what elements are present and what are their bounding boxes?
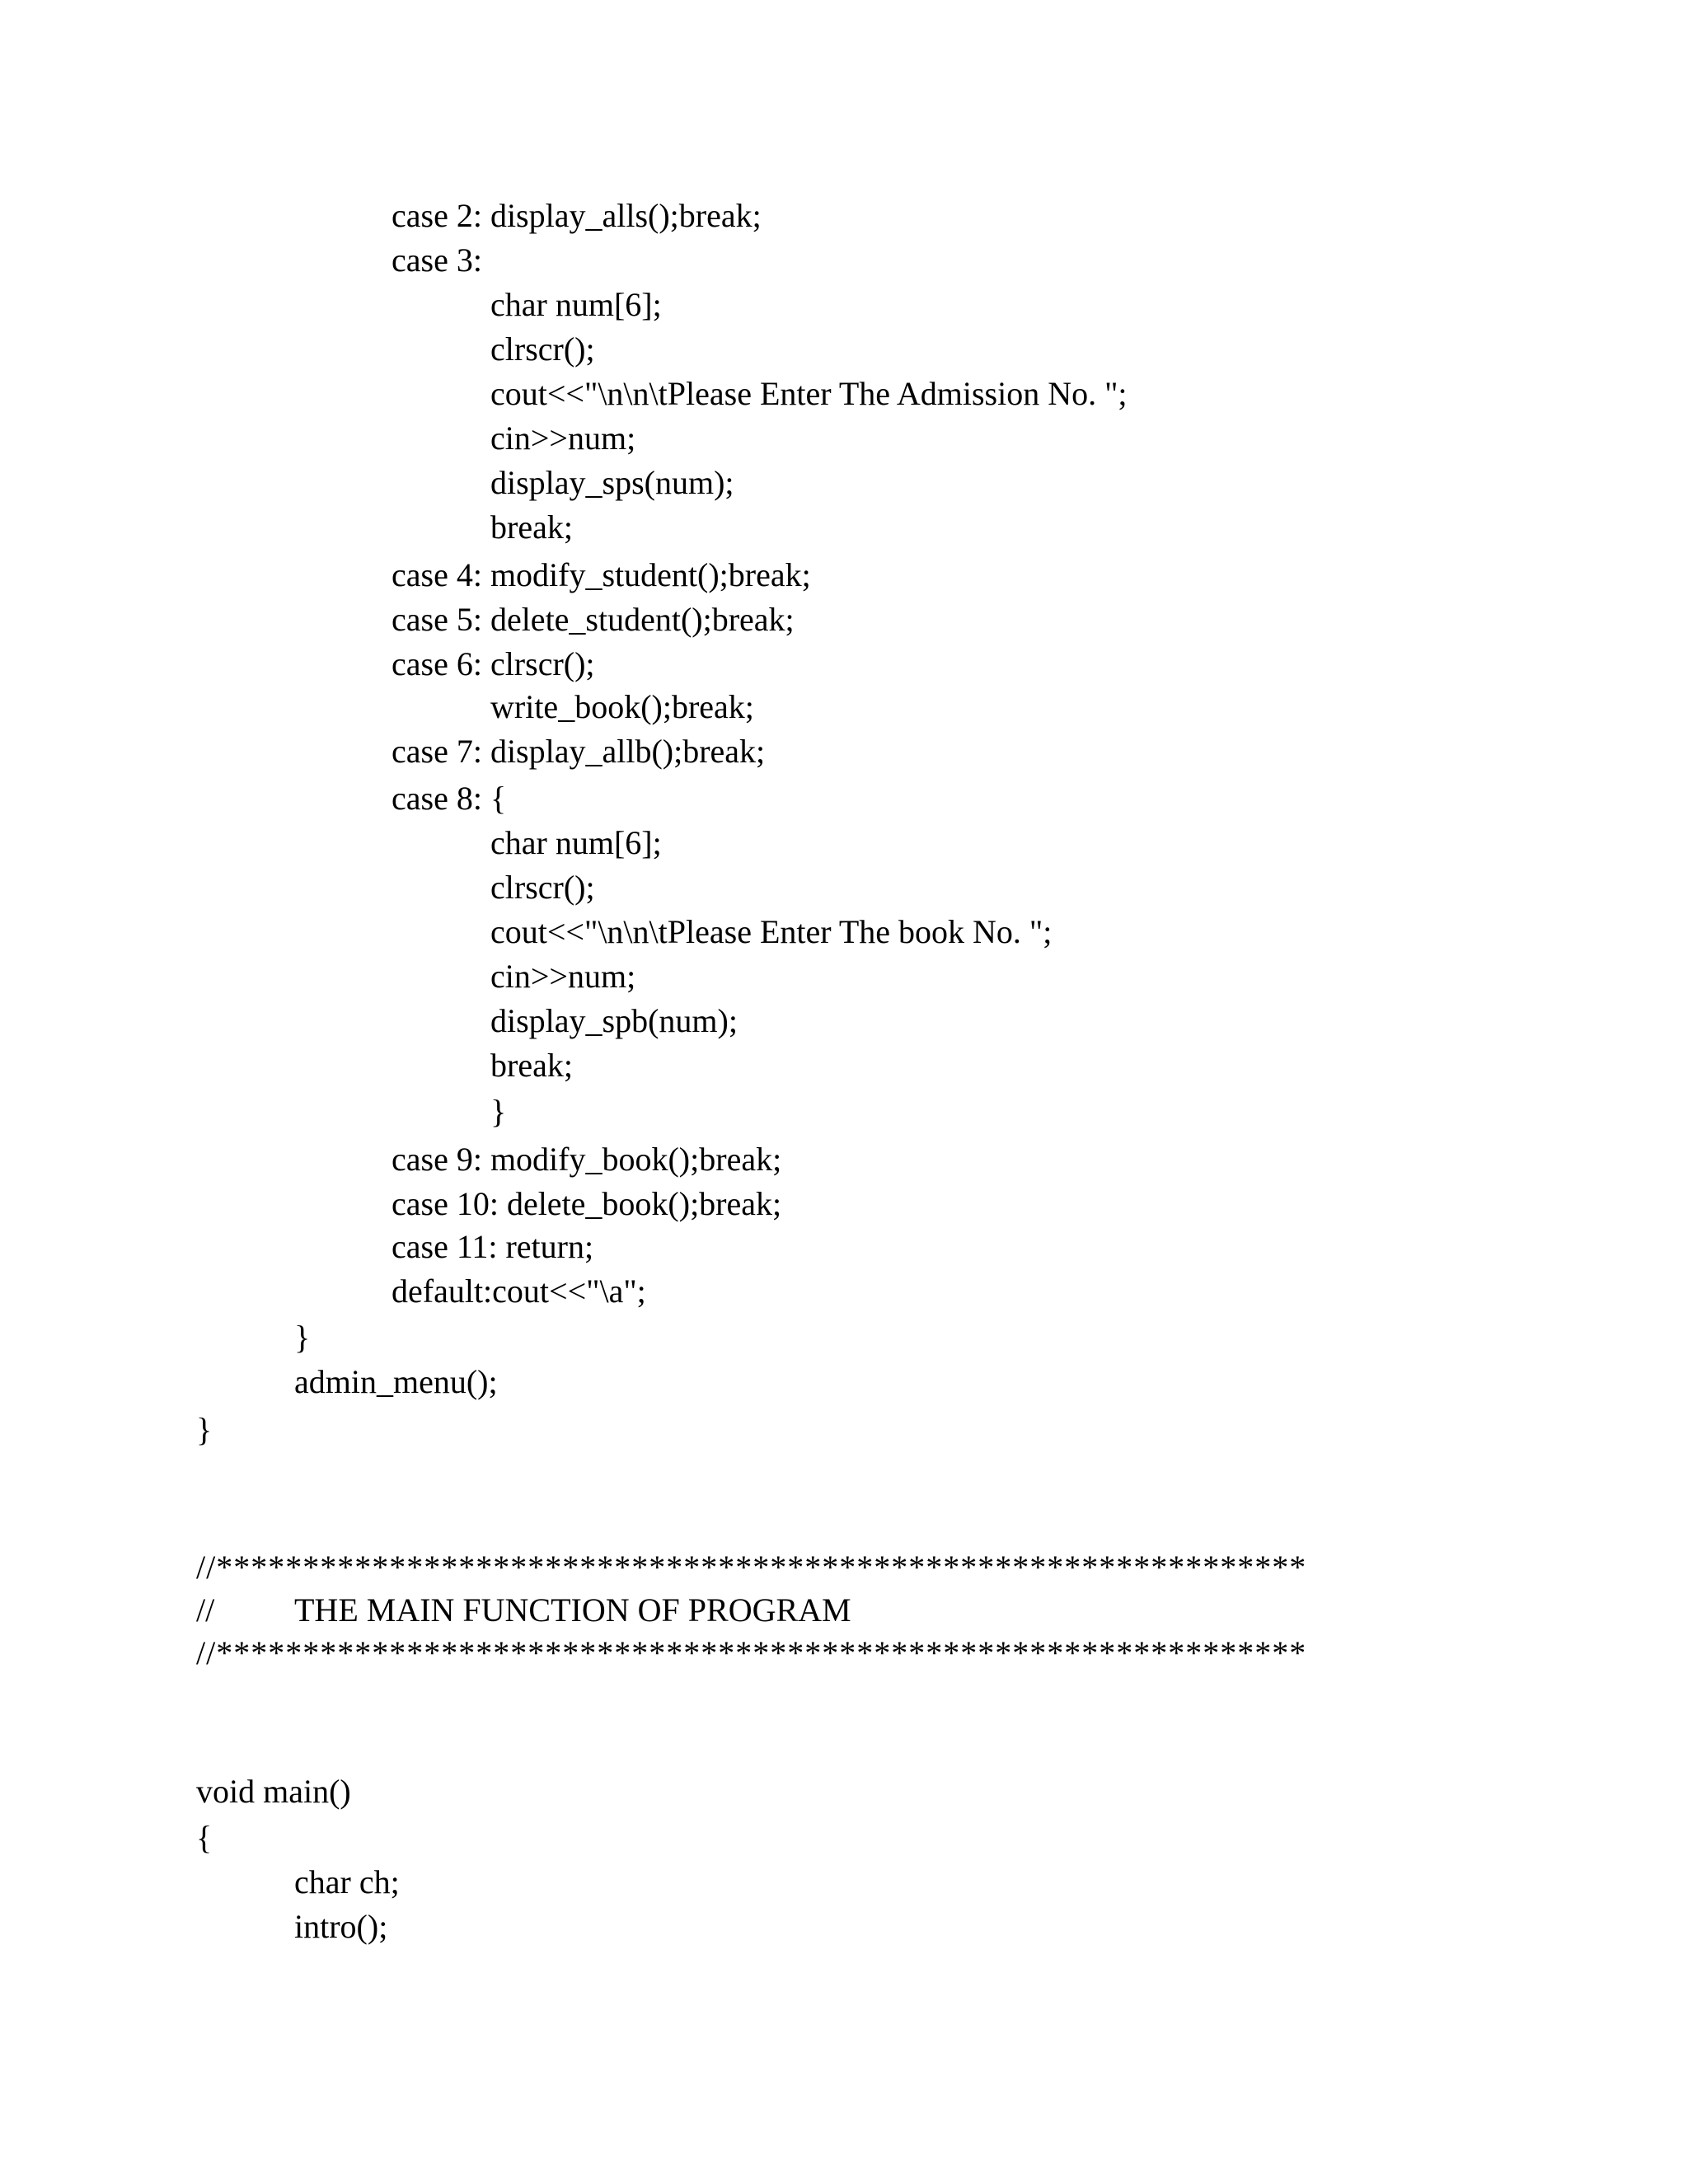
- code-line: void main(): [196, 1773, 351, 1810]
- code-line: char ch;: [294, 1863, 400, 1900]
- code-line: case 5: delete_student();break;: [392, 601, 795, 638]
- code-line: {: [196, 1819, 213, 1856]
- code-line: case 8: {: [392, 780, 507, 817]
- section-heading: THE MAIN FUNCTION OF PROGRAM: [294, 1591, 851, 1629]
- code-line: case 3:: [392, 241, 482, 279]
- code-line: display_spb(num);: [490, 1002, 738, 1039]
- code-line: write_book();break;: [490, 688, 754, 725]
- code-line: intro();: [294, 1908, 388, 1945]
- code-line: break;: [490, 509, 573, 546]
- code-line: case 6: clrscr();: [392, 645, 595, 682]
- code-line: case 4: modify_student();break;: [392, 556, 811, 593]
- code-line: cin>>num;: [490, 419, 636, 457]
- code-line: display_sps(num);: [490, 464, 734, 501]
- code-line: }: [490, 1093, 507, 1130]
- code-line: default:cout<<"\a";: [392, 1272, 646, 1310]
- code-line: cin>>num;: [490, 958, 636, 995]
- code-line: break;: [490, 1047, 573, 1084]
- code-line: cout<<"\n\n\tPlease Enter The book No. ";: [490, 913, 1053, 950]
- comment-separator: //***************************************************************: [196, 1634, 1307, 1671]
- code-line: clrscr();: [490, 869, 595, 906]
- code-line: char num[6];: [490, 824, 662, 861]
- comment-separator: //***************************************************************: [196, 1549, 1307, 1586]
- code-line: case 11: return;: [392, 1228, 594, 1265]
- code-line: }: [294, 1319, 311, 1356]
- code-line: case 10: delete_book();break;: [392, 1185, 782, 1222]
- code-line: char num[6];: [490, 286, 662, 323]
- code-line: }: [196, 1411, 213, 1448]
- code-line: case 7: display_allb();break;: [392, 733, 766, 770]
- code-line: case 9: modify_book();break;: [392, 1141, 782, 1178]
- code-line: admin_menu();: [294, 1363, 498, 1400]
- comment-marker: //: [196, 1591, 215, 1629]
- code-line: clrscr();: [490, 330, 595, 368]
- code-line: case 2: display_alls();break;: [392, 197, 762, 234]
- code-line: cout<<"\n\n\tPlease Enter The Admission No. ";: [490, 375, 1128, 412]
